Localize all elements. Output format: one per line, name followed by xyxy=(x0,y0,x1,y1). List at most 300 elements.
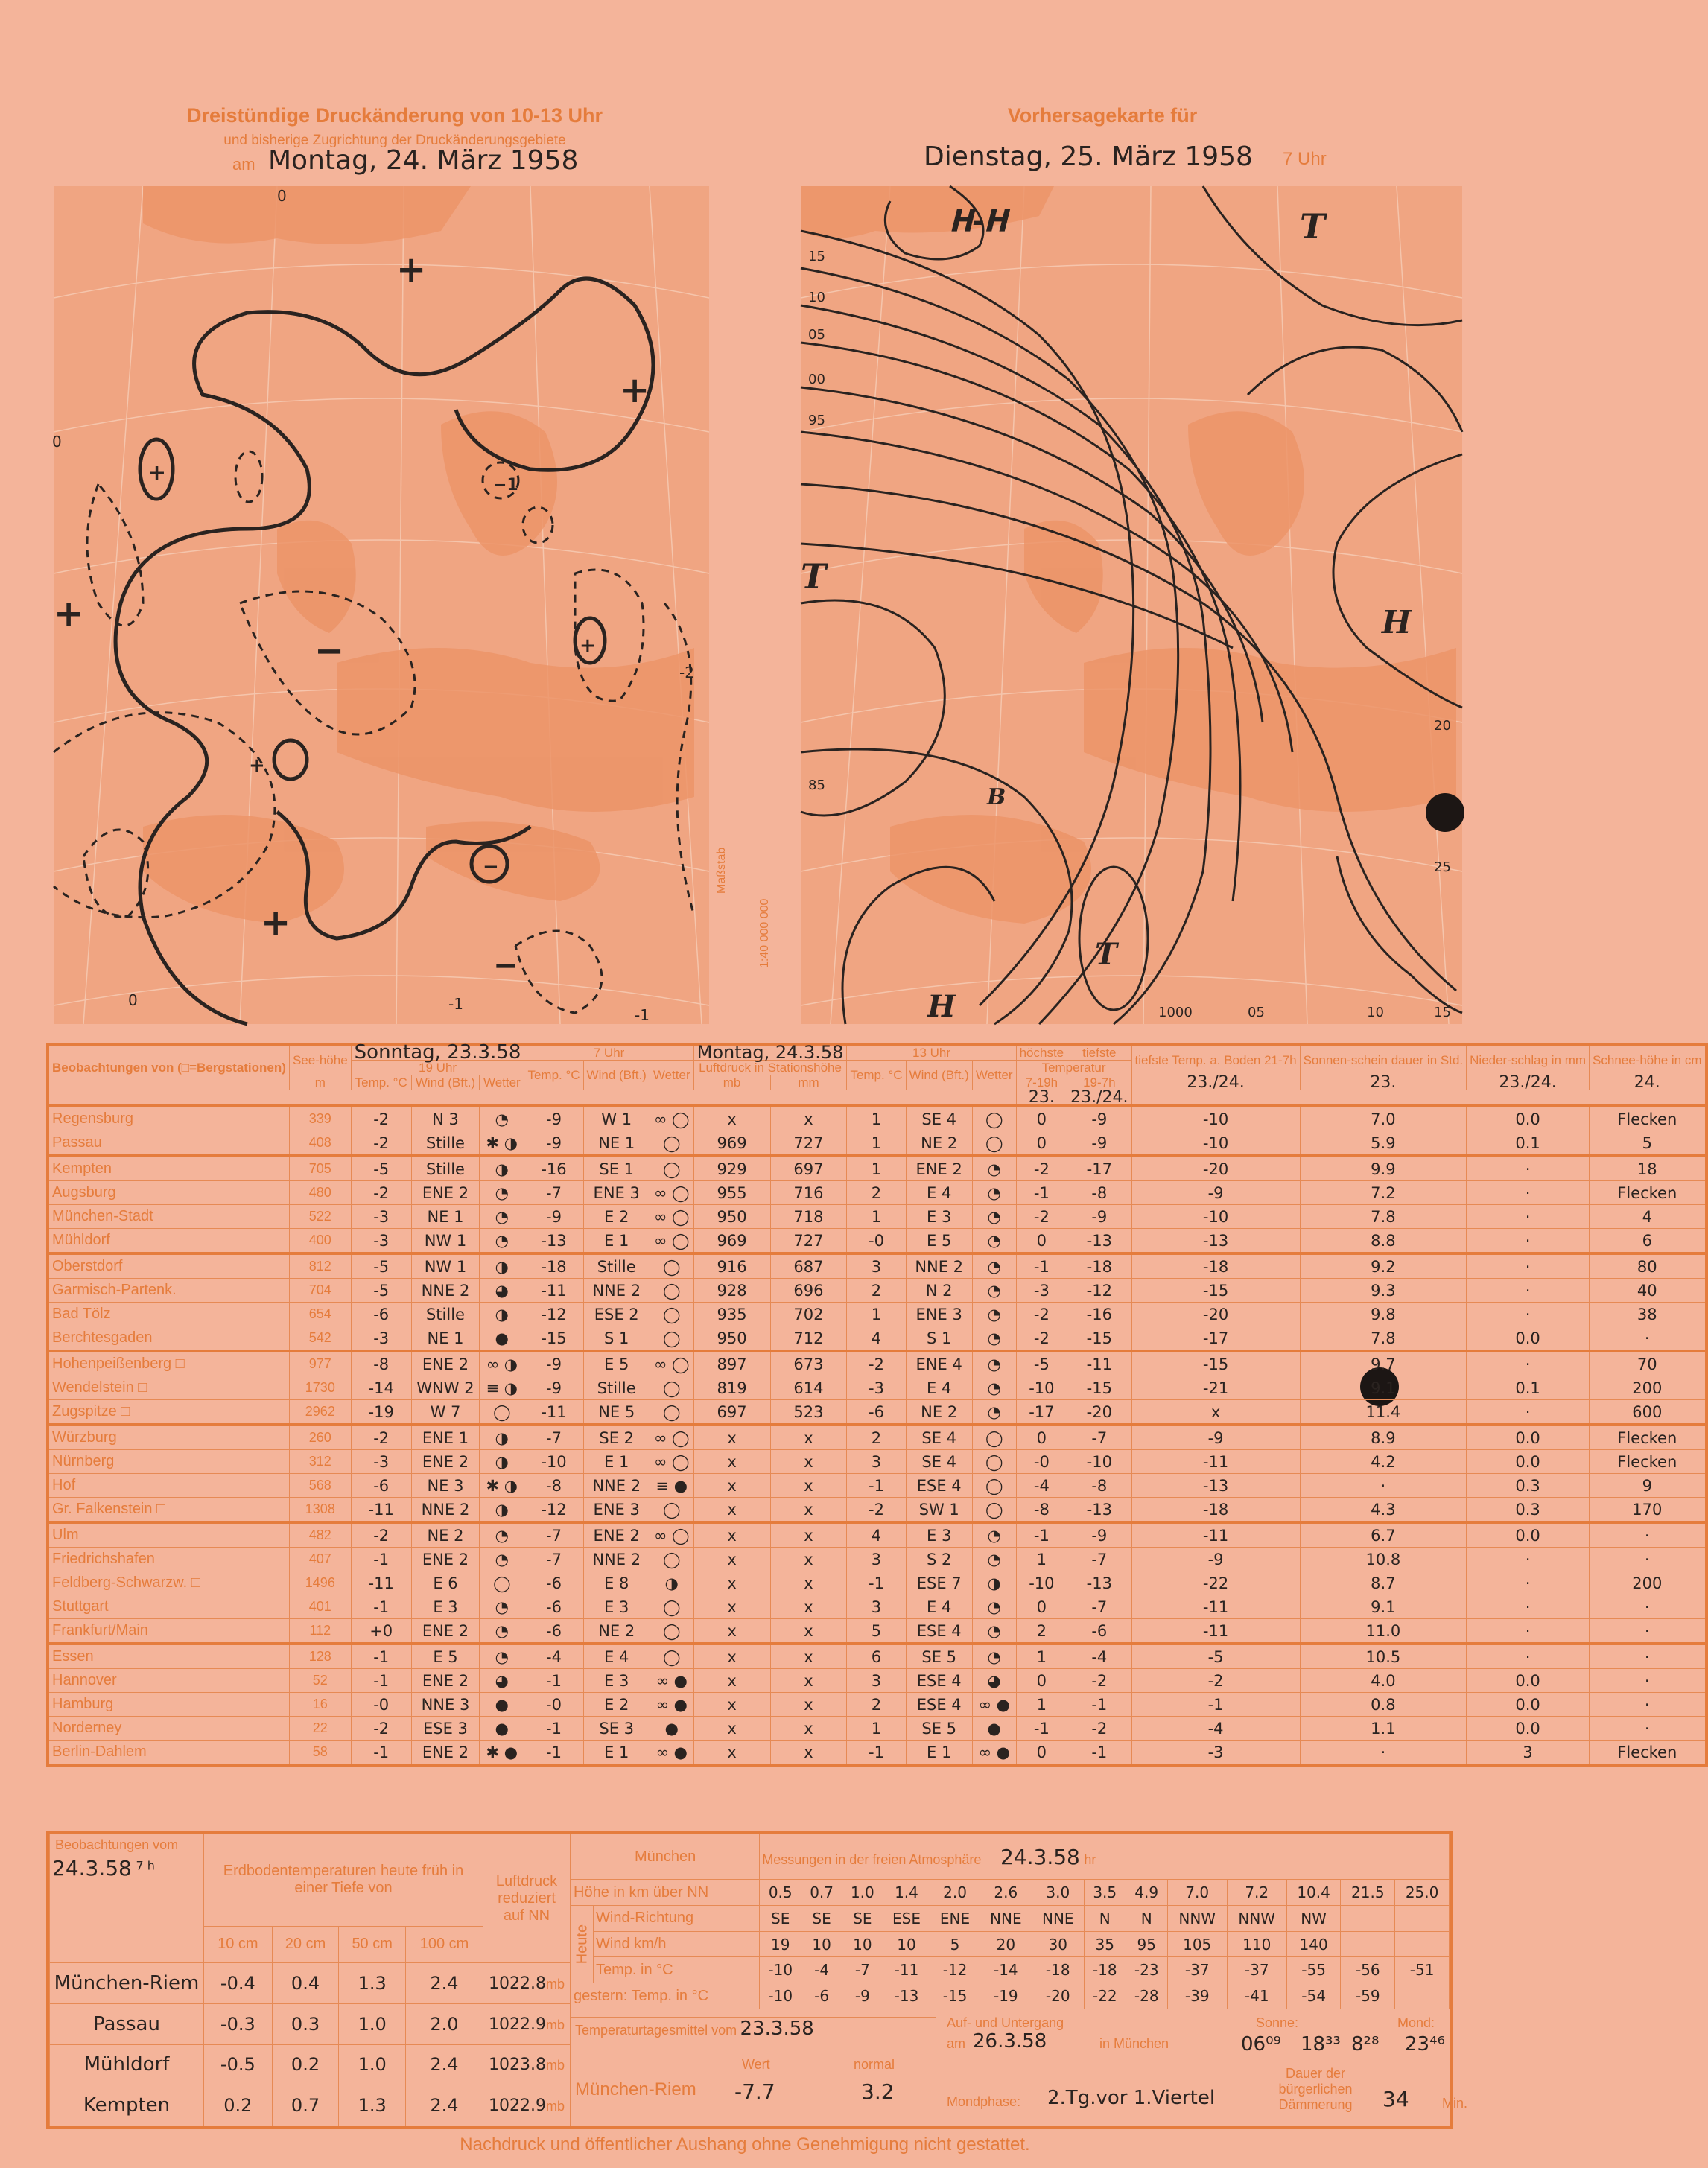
cell-ni: · xyxy=(1467,1253,1590,1279)
twilight-label: Dauer der bürgerlichen Dämmerung xyxy=(1278,2066,1353,2112)
cell-x3: ◔ xyxy=(972,1253,1016,1279)
cell-w3: N 2 xyxy=(906,1279,972,1303)
soil-row xyxy=(50,2085,571,2126)
cell-x3: ◔ xyxy=(972,1619,1016,1644)
cell-x2: ◯ xyxy=(650,1376,693,1400)
cell-t3: 6 xyxy=(847,1644,906,1669)
atmo-value: -7 xyxy=(842,1957,883,1983)
svg-text:0: 0 xyxy=(52,433,62,451)
station-name: Oberstdorf xyxy=(48,1253,289,1279)
station-name: Nürnberg xyxy=(48,1450,289,1474)
cell-x2: ◯ xyxy=(650,1498,693,1523)
cell-w1: WNW 2 xyxy=(411,1376,480,1400)
cell-w2: NE 5 xyxy=(583,1400,650,1425)
soil-value: 1.3 xyxy=(339,2085,406,2126)
atmo-value: -4 xyxy=(801,1957,842,1983)
cell-mb: x xyxy=(693,1619,770,1644)
atmo-row xyxy=(571,1983,1450,2009)
soil-unit: mb xyxy=(545,1976,565,1991)
cell-x2: ∞ ● xyxy=(650,1741,693,1766)
cell-w3: SE 5 xyxy=(906,1644,972,1669)
cell-mn: -2 xyxy=(1067,1717,1131,1741)
table-row xyxy=(48,1669,1707,1693)
cell-sc: 5 xyxy=(1590,1131,1707,1157)
atmo-row xyxy=(571,1905,1450,1931)
cell-x2: ◯ xyxy=(650,1326,693,1352)
atmo-value: -23 xyxy=(1126,1957,1167,1983)
cell-t3: 3 xyxy=(847,1253,906,1279)
atmo-value: 105 xyxy=(1167,1931,1227,1957)
cell-mm: x xyxy=(770,1717,847,1741)
cell-mx: -1 xyxy=(1016,1522,1067,1548)
soil-value: 2.4 xyxy=(406,2085,483,2126)
cell-w1: NW 1 xyxy=(411,1253,480,1279)
soil-value: -0.5 xyxy=(204,2044,273,2085)
svg-text:0: 0 xyxy=(128,991,138,1009)
cell-w2: Stille xyxy=(583,1253,650,1279)
atmo-value: 20 xyxy=(980,1931,1032,1957)
cell-x1: ◯ xyxy=(480,1571,524,1595)
atmo-value xyxy=(1341,1931,1395,1957)
cell-h: 2962 xyxy=(289,1400,351,1425)
cell-bd: -2 xyxy=(1131,1669,1300,1693)
cell-t3: 3 xyxy=(847,1595,906,1619)
cell-w2: NE 2 xyxy=(583,1619,650,1644)
station-name: Regensburg xyxy=(48,1106,289,1131)
soil-depth-header: 20 cm xyxy=(272,1926,339,1962)
table-row xyxy=(48,1474,1707,1498)
cell-mb: 950 xyxy=(693,1205,770,1229)
cell-mx: 1 xyxy=(1016,1644,1067,1669)
soil-station: Passau xyxy=(50,2003,204,2044)
cell-bd: -9 xyxy=(1131,1425,1300,1450)
soil-station: Mühldorf xyxy=(50,2044,204,2085)
cell-t1: +0 xyxy=(351,1619,411,1644)
cell-mb: 928 xyxy=(693,1279,770,1303)
cell-w2: NNE 2 xyxy=(583,1548,650,1571)
svg-text:1000: 1000 xyxy=(1158,1005,1193,1020)
soil-value: 1.0 xyxy=(339,2044,406,2085)
atmo-city: München xyxy=(571,1834,760,1880)
d-sonne: 23. xyxy=(1300,1075,1467,1090)
cell-h: 22 xyxy=(289,1717,351,1741)
svg-text:00: 00 xyxy=(808,372,825,387)
d-boden: 23./24. xyxy=(1131,1075,1300,1090)
cell-sc: Flecken xyxy=(1590,1741,1707,1766)
atmo-value: -15 xyxy=(930,1983,980,2009)
atmo-value xyxy=(1395,1983,1450,2009)
cell-so: 1.1 xyxy=(1300,1717,1467,1741)
cell-w2: E 3 xyxy=(583,1669,650,1693)
svg-text:−1: −1 xyxy=(493,476,518,495)
daily-wert: -7.7 xyxy=(734,2079,775,2104)
cell-sc: Flecken xyxy=(1590,1181,1707,1205)
cell-t3: -2 xyxy=(847,1498,906,1523)
cell-bd: -4 xyxy=(1131,1717,1300,1741)
station-name: Berchtesgaden xyxy=(48,1326,289,1352)
cell-w3: SE 4 xyxy=(906,1425,972,1450)
cell-mx: -17 xyxy=(1016,1400,1067,1425)
cell-mm: x xyxy=(770,1425,847,1450)
station-name: Norderney xyxy=(48,1717,289,1741)
cell-w1: ENE 2 xyxy=(411,1619,480,1644)
table-row xyxy=(48,1376,1707,1400)
cell-sc: · xyxy=(1590,1522,1707,1548)
cell-t2: -1 xyxy=(524,1741,583,1766)
cell-so: 0.8 xyxy=(1300,1693,1467,1717)
station-name: Stuttgart xyxy=(48,1595,289,1619)
cell-mn: -20 xyxy=(1067,1400,1131,1425)
cell-w2: NE 1 xyxy=(583,1131,650,1157)
cell-t2: -8 xyxy=(524,1474,583,1498)
sonne-header: Sonnen-schein dauer in Std. xyxy=(1300,1044,1467,1075)
station-name: Mühldorf xyxy=(48,1229,289,1254)
cell-ni: 0.0 xyxy=(1467,1693,1590,1717)
table-row xyxy=(48,1400,1707,1425)
soil-depth-header: 10 cm xyxy=(204,1926,273,1962)
cell-x1: ✱ ◑ xyxy=(480,1131,524,1157)
cell-x3: ◕ xyxy=(972,1669,1016,1693)
cell-t1: -0 xyxy=(351,1693,411,1717)
cell-w2: E 1 xyxy=(583,1450,650,1474)
cell-x1: ◑ xyxy=(480,1450,524,1474)
cell-t3: 2 xyxy=(847,1279,906,1303)
cell-so: 11.0 xyxy=(1300,1619,1467,1644)
cell-bd: -20 xyxy=(1131,1303,1300,1326)
cell-x1: ◑ xyxy=(480,1253,524,1279)
svg-text:+: + xyxy=(249,754,265,777)
cell-mx: 0 xyxy=(1016,1741,1067,1766)
atmo-value: SE xyxy=(801,1905,842,1931)
atmo-value: 3.0 xyxy=(1032,1880,1084,1906)
cell-h: 401 xyxy=(289,1595,351,1619)
cell-t3: -2 xyxy=(847,1351,906,1376)
cell-w3: NE 2 xyxy=(906,1131,972,1157)
cell-t2: -9 xyxy=(524,1376,583,1400)
cell-w2: E 8 xyxy=(583,1571,650,1595)
wetter3-header: Wetter xyxy=(972,1061,1016,1090)
cell-t2: -13 xyxy=(524,1229,583,1254)
cell-w3: E 4 xyxy=(906,1376,972,1400)
cell-bd: -17 xyxy=(1131,1326,1300,1352)
cell-ni: 3 xyxy=(1467,1741,1590,1766)
cell-mn: -15 xyxy=(1067,1376,1131,1400)
cell-sc: 18 xyxy=(1590,1156,1707,1181)
left-map-am-label: am xyxy=(232,155,255,174)
cell-ni: · xyxy=(1467,1644,1590,1669)
cell-mb: x xyxy=(693,1741,770,1766)
atmo-value: -18 xyxy=(1084,1957,1126,1983)
cell-w1: NNE 3 xyxy=(411,1693,480,1717)
cell-t3: -1 xyxy=(847,1571,906,1595)
cell-x3: ◔ xyxy=(972,1522,1016,1548)
svg-text:+: + xyxy=(261,902,291,944)
cell-so: 9.2 xyxy=(1300,1253,1467,1279)
atmo-value: SE xyxy=(760,1905,801,1931)
atmo-row-label: Wind km/h xyxy=(594,1931,760,1957)
moon-phase-label: Mondphase: xyxy=(947,2094,1021,2109)
cell-ni: · xyxy=(1467,1303,1590,1326)
station-name: Wendelstein □ xyxy=(48,1376,289,1400)
cell-mb: 955 xyxy=(693,1181,770,1205)
cell-x1: ● xyxy=(480,1717,524,1741)
atmo-value: -19 xyxy=(980,1983,1032,2009)
cell-x1: ◕ xyxy=(480,1669,524,1693)
cell-t3: 1 xyxy=(847,1156,906,1181)
sun-rise: 06⁰⁹ xyxy=(1241,2033,1281,2056)
soil-header: Erdbodentemperaturen heute früh in einer Tiefe von xyxy=(204,1834,483,1927)
cell-t3: 4 xyxy=(847,1522,906,1548)
cell-ni: 0.0 xyxy=(1467,1425,1590,1450)
cell-t2: -16 xyxy=(524,1156,583,1181)
cell-bd: -13 xyxy=(1131,1474,1300,1498)
soil-value: 0.3 xyxy=(272,2003,339,2044)
cell-mx: -3 xyxy=(1016,1279,1067,1303)
left-map-subtitle: und bisherige Zugrichtung der Druckänderungsgebiete xyxy=(223,133,566,148)
cell-x3: ◔ xyxy=(972,1644,1016,1669)
svg-text:H: H xyxy=(1382,604,1412,640)
cell-t2: -9 xyxy=(524,1351,583,1376)
temperatur-header: Temperatur xyxy=(1016,1061,1131,1075)
cell-x2: ∞ ◯ xyxy=(650,1351,693,1376)
d-schnee: 24. xyxy=(1590,1075,1707,1090)
atmo-value: SE xyxy=(842,1905,883,1931)
svg-text:10: 10 xyxy=(1367,1005,1384,1020)
cell-bd: -3 xyxy=(1131,1741,1300,1766)
moon-set: 23⁴⁶ xyxy=(1405,2033,1445,2056)
cell-mn: -13 xyxy=(1067,1571,1131,1595)
schnee-header: Schnee-höhe in cm xyxy=(1590,1044,1707,1075)
station-name: Zugspitze □ xyxy=(48,1400,289,1425)
cell-bd: -21 xyxy=(1131,1376,1300,1400)
cell-w2: SE 3 xyxy=(583,1717,650,1741)
cell-so: 4.0 xyxy=(1300,1669,1467,1693)
atmo-value: ENE xyxy=(930,1905,980,1931)
svg-text:T: T xyxy=(1300,206,1326,247)
cell-mb: 969 xyxy=(693,1229,770,1254)
cell-t1: -6 xyxy=(351,1303,411,1326)
twilight-value: 34 xyxy=(1382,2087,1409,2111)
cell-ni: 0.0 xyxy=(1467,1326,1590,1352)
cell-so: 7.0 xyxy=(1300,1106,1467,1131)
cell-x3: ◔ xyxy=(972,1548,1016,1571)
soil-depth-header: 50 cm xyxy=(339,1926,406,1962)
cell-mb: x xyxy=(693,1717,770,1741)
cell-x2: ∞ ◯ xyxy=(650,1450,693,1474)
m-header: m xyxy=(289,1075,351,1090)
wetter1-header: Wetter xyxy=(480,1075,524,1090)
cell-bd: -22 xyxy=(1131,1571,1300,1595)
cell-mb: 697 xyxy=(693,1400,770,1425)
svg-text:85: 85 xyxy=(808,778,825,793)
cell-ni: · xyxy=(1467,1279,1590,1303)
cell-x1: ◔ xyxy=(480,1595,524,1619)
cell-mn: -7 xyxy=(1067,1595,1131,1619)
svg-text:+: + xyxy=(147,460,167,486)
cell-bd: -18 xyxy=(1131,1498,1300,1523)
cell-ni: 0.0 xyxy=(1467,1669,1590,1693)
cell-w2: E 2 xyxy=(583,1205,650,1229)
cell-x1: ◑ xyxy=(480,1425,524,1450)
cell-sc: 38 xyxy=(1590,1303,1707,1326)
svg-text:05: 05 xyxy=(808,327,825,343)
cell-t3: 2 xyxy=(847,1181,906,1205)
cell-t3: 4 xyxy=(847,1326,906,1352)
atmo-value: 5 xyxy=(930,1931,980,1957)
cell-x1: ◔ xyxy=(480,1522,524,1548)
atmo-value: 10 xyxy=(801,1931,842,1957)
atmo-row xyxy=(571,1931,1450,1957)
table-row xyxy=(48,1693,1707,1717)
daily-mean-box xyxy=(571,2017,936,2040)
atmo-value: -6 xyxy=(801,1983,842,2009)
atmo-row xyxy=(571,1957,1450,1983)
svg-text:−: − xyxy=(314,630,345,672)
cell-w1: ENE 1 xyxy=(411,1425,480,1450)
cell-ni: 0.1 xyxy=(1467,1376,1590,1400)
cell-sc: · xyxy=(1590,1669,1707,1693)
cell-so: 11.4 xyxy=(1300,1400,1467,1425)
cell-mb: x xyxy=(693,1644,770,1669)
soil-hour: 7 h xyxy=(136,1858,155,1873)
svg-text:-1: -1 xyxy=(448,995,463,1013)
svg-text:+: + xyxy=(54,593,84,635)
daily-normal: 3.2 xyxy=(861,2079,895,2104)
soil-value: -0.4 xyxy=(204,1963,273,2004)
cell-mb: x xyxy=(693,1106,770,1131)
soil-value: 0.4 xyxy=(272,1963,339,2004)
cell-t1: -3 xyxy=(351,1326,411,1352)
station-name: Kempten xyxy=(48,1156,289,1181)
soil-unit: mb xyxy=(545,2058,565,2073)
soil-pressure: 1022.9 xyxy=(489,2015,546,2034)
station-name: Frankfurt/Main xyxy=(48,1619,289,1644)
cell-mx: -10 xyxy=(1016,1571,1067,1595)
cell-t3: -6 xyxy=(847,1400,906,1425)
table-row xyxy=(48,1205,1707,1229)
cell-t2: -15 xyxy=(524,1326,583,1352)
cell-mm: x xyxy=(770,1474,847,1498)
svg-text:+: + xyxy=(580,635,596,657)
svg-text:-1: -1 xyxy=(635,1006,650,1024)
cell-h: 407 xyxy=(289,1548,351,1571)
cell-ni: 0.0 xyxy=(1467,1522,1590,1548)
cell-x3: ◔ xyxy=(972,1279,1016,1303)
cell-x1: ◑ xyxy=(480,1156,524,1181)
cell-x3: ∞ ● xyxy=(972,1741,1016,1766)
cell-t2: -9 xyxy=(524,1205,583,1229)
atmo-value: -39 xyxy=(1167,1983,1227,2009)
cell-mm: 696 xyxy=(770,1279,847,1303)
cell-bd: -11 xyxy=(1131,1522,1300,1548)
station-name: Gr. Falkenstein □ xyxy=(48,1498,289,1523)
cell-h: 112 xyxy=(289,1619,351,1644)
cell-ni: · xyxy=(1467,1156,1590,1181)
cell-mn: -9 xyxy=(1067,1205,1131,1229)
cell-w1: ENE 2 xyxy=(411,1669,480,1693)
soil-unit: mb xyxy=(545,2017,565,2032)
cell-t1: -5 xyxy=(351,1156,411,1181)
cell-mm: x xyxy=(770,1619,847,1644)
cell-h: 339 xyxy=(289,1106,351,1131)
cell-w3: SE 4 xyxy=(906,1106,972,1131)
cell-t1: -1 xyxy=(351,1644,411,1669)
cell-w2: E 1 xyxy=(583,1229,650,1254)
table-row xyxy=(48,1351,1707,1376)
cell-bd: -10 xyxy=(1131,1106,1300,1131)
wind3-header: Wind (Bft.) xyxy=(906,1061,972,1090)
cell-mm: 687 xyxy=(770,1253,847,1279)
table-row xyxy=(48,1229,1707,1254)
cell-x2: ◯ xyxy=(650,1156,693,1181)
cell-x1: ✱ ● xyxy=(480,1741,524,1766)
cell-t2: -1 xyxy=(524,1717,583,1741)
table-row xyxy=(48,1619,1707,1644)
atmo-value: -22 xyxy=(1084,1983,1126,2009)
day2-header: Montag, 24.3.58 xyxy=(693,1044,847,1061)
cell-x3: ◔ xyxy=(972,1351,1016,1376)
cell-w3: ESE 7 xyxy=(906,1571,972,1595)
svg-text:10: 10 xyxy=(808,290,825,305)
cell-w1: E 3 xyxy=(411,1595,480,1619)
soil-value: 2.0 xyxy=(406,2003,483,2044)
cell-t2: -7 xyxy=(524,1548,583,1571)
table-row xyxy=(48,1548,1707,1571)
cell-so: 7.8 xyxy=(1300,1326,1467,1352)
cell-w2: ENE 3 xyxy=(583,1181,650,1205)
cell-t1: -1 xyxy=(351,1548,411,1571)
cell-x1: ∞ ◑ xyxy=(480,1351,524,1376)
soil-station: Kempten xyxy=(50,2085,204,2126)
cell-x1: ● xyxy=(480,1693,524,1717)
scale-value: 1:40 000 000 xyxy=(758,898,771,968)
cell-bd: x xyxy=(1131,1400,1300,1425)
cell-w3: SE 5 xyxy=(906,1717,972,1741)
cell-so: 6.7 xyxy=(1300,1522,1467,1548)
cell-t3: 1 xyxy=(847,1106,906,1131)
cell-mn: -6 xyxy=(1067,1619,1131,1644)
atmo-value: 7.2 xyxy=(1227,1880,1286,1906)
cell-x3: ◯ xyxy=(972,1131,1016,1157)
table-row xyxy=(48,1644,1707,1669)
soil-value: 0.2 xyxy=(272,2044,339,2085)
atmo-value: 10 xyxy=(842,1931,883,1957)
cell-w3: SW 1 xyxy=(906,1498,972,1523)
atmo-value: 7.0 xyxy=(1167,1880,1227,1906)
station-name: Hof xyxy=(48,1474,289,1498)
table-row xyxy=(48,1303,1707,1326)
cell-mm: x xyxy=(770,1450,847,1474)
cell-mx: -10 xyxy=(1016,1376,1067,1400)
cell-w1: W 7 xyxy=(411,1400,480,1425)
cell-so: 9.1 xyxy=(1300,1376,1467,1400)
svg-text:+: + xyxy=(620,369,650,411)
svg-text:20: 20 xyxy=(1434,718,1451,734)
cell-sc: · xyxy=(1590,1644,1707,1669)
atmo-value xyxy=(1395,1905,1450,1931)
cell-t1: -8 xyxy=(351,1351,411,1376)
h2-header: 19-7h xyxy=(1067,1075,1131,1090)
cell-x3: ◔ xyxy=(972,1303,1016,1326)
cell-w1: N 3 xyxy=(411,1106,480,1131)
soil-row xyxy=(50,2044,571,2085)
atmo-value: NNW xyxy=(1167,1905,1227,1931)
cell-mx: 0 xyxy=(1016,1106,1067,1131)
cell-mm: 523 xyxy=(770,1400,847,1425)
cell-t1: -6 xyxy=(351,1474,411,1498)
cell-so: 10.5 xyxy=(1300,1644,1467,1669)
cell-mn: -9 xyxy=(1067,1131,1131,1157)
